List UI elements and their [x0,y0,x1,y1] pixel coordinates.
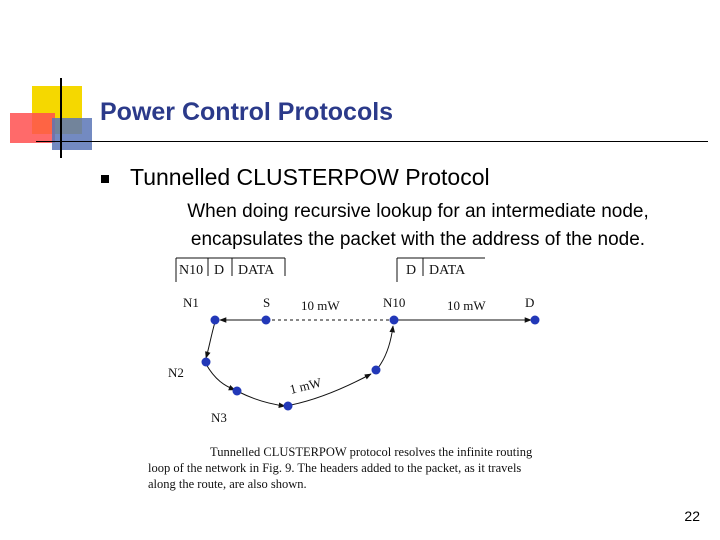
node-n1 [211,316,220,325]
link-label-s-n10: 10 mW [301,298,340,313]
node-label-n2: N2 [168,365,184,380]
description-line-2: encapsulates the packet with the address of the node. [190,229,646,250]
slide-title: Power Control Protocols [100,98,394,126]
node-label-d: D [525,295,535,310]
link-lower-n3 [239,392,285,406]
node-label-n10: N10 [383,295,406,310]
packet-header-1 [176,258,285,282]
node-s [262,316,271,325]
logo-blue-square [52,118,92,150]
description [158,198,678,254]
bullet-marker [101,175,109,183]
node-label-n1: N1 [183,295,199,310]
node-d [531,316,540,325]
node-n2 [202,358,211,367]
bullet-text: Tunnelled CLUSTERPOW Protocol [130,164,490,190]
figure-caption [148,444,563,492]
header2-field-d: D [406,263,417,278]
node-n10 [390,316,399,325]
node-intermediate-lower [233,387,242,396]
packet-header-2 [397,258,485,282]
routing-figure [145,252,565,427]
logo-vertical-line [60,78,62,158]
link-n2-lower [206,364,235,390]
logo-decoration [0,0,100,170]
node-n3 [284,402,293,411]
page-number: 22 [684,508,700,524]
header1-field-data: DATA [238,263,275,278]
node-intermediate-upper [372,366,381,375]
caption-line-1: Tunnelled CLUSTERPOW protocol resolves the infinite routing [210,445,533,459]
header1-field-n10: N10 [179,263,204,278]
link-upper-n10 [378,326,393,368]
header1-field-d: D [214,263,225,278]
link-n1-n2 [206,322,215,358]
node-label-s: S [263,295,271,310]
logo-red-square [10,113,55,143]
description-line-1: When doing recursive lookup for an intermediate node, [187,201,649,222]
title-divider [40,141,708,142]
node-label-n3: N3 [211,410,227,425]
header2-field-data: DATA [429,263,466,278]
caption-line-3: along the route, are also shown. [148,477,307,491]
link-label-n10-d: 10 mW [447,298,486,313]
caption-line-2: loop of the network in Fig. 9. The headers added to the packet, as it travels [148,461,522,475]
link-label-lower: 1 mW [288,374,323,397]
